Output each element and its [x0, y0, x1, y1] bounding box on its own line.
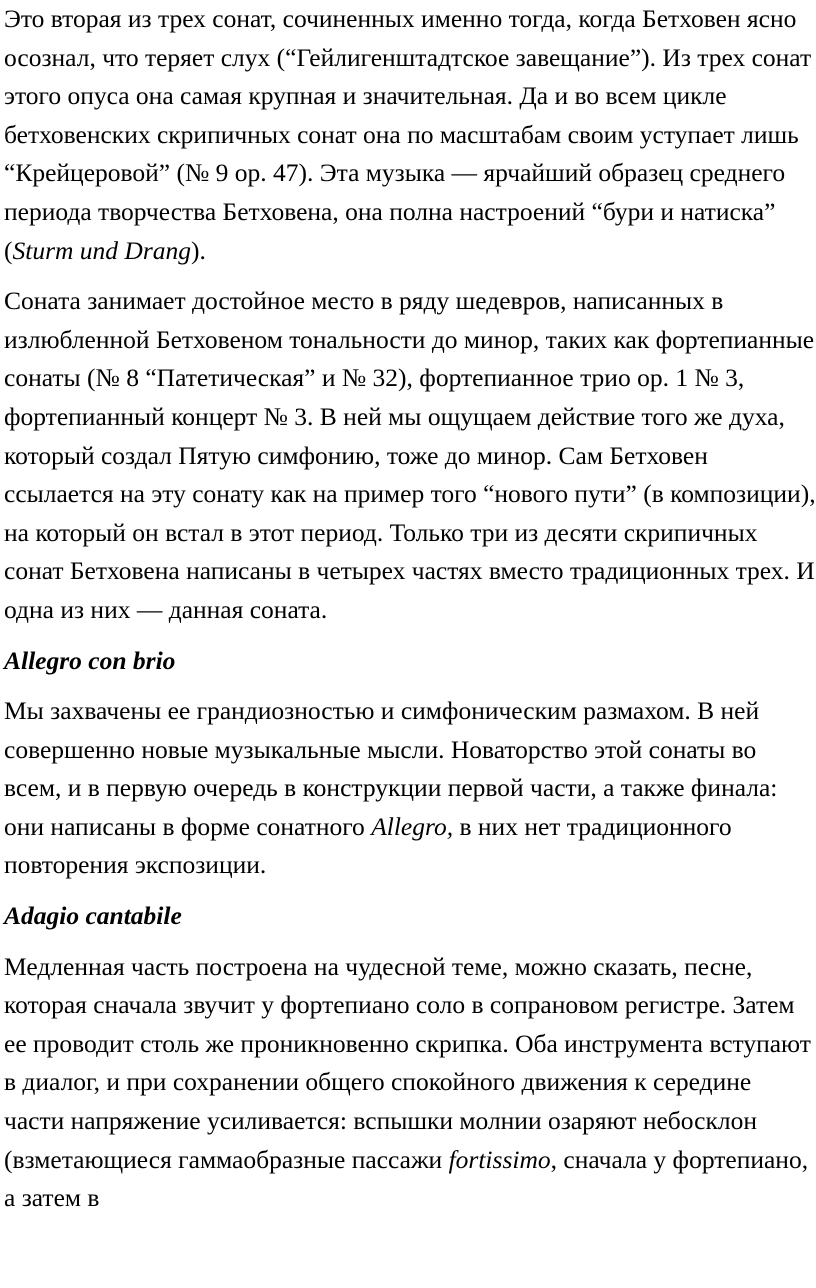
document-page: [4, 0, 816, 1218]
paragraph-gap: [4, 630, 816, 642]
paragraph-allegro-tail: в них нет традиционного повторения экспозиции.: [4, 811, 732, 880]
paragraph-gap: [4, 885, 816, 897]
paragraph-intro-italic: Sturm und Drang: [12, 235, 192, 265]
paragraph-allegro-italic: Allegro,: [371, 811, 454, 841]
paragraph-allegro-text: Мы захвачены ее грандиозностью и симфоническим размахом. В ней совершенно новые музыкальные мысли. Новаторство этой сонаты во всем, и в первую очередь в конструкции первой части, а также финала: они написаны в форме сонатного: [4, 696, 778, 841]
paragraph-intro-tail: ).: [191, 235, 206, 265]
paragraph-allegro: [4, 692, 816, 885]
paragraph-tonality-text: Соната занимает достойное место в ряду шедевров, написанных в излюбленной Бетховеном тональности до минор, таких как фортепианные сонаты (№ 8 “Патетическая” и № 32), фортепианное трио ор. 1 № 3, фортепианный концерт № 3. В ней мы ощущаем действие того же духа, который создал Пятую симфонию, тоже до минор. Сам Бетховен ссылается на эту сонату как на пример того “нового пути” (в композиции), на который он встал в этот период. Только три из десяти скрипичных сонат Бетховена написаны в четырех частях вместо традиционных трех. И одна из них — данная соната.: [4, 286, 816, 624]
paragraph-adagio-text: Медленная часть построена на чудесной теме, можно сказать, песне, которая сначала звучит у фортепиано соло в сопрановом регистре. Затем ее проводит столь же проникновенно скрипка. Оба инструмента вступают в диалог, и при сохранении общего спокойного движения к середине части напряжение усиливается: вспышки молнии озаряют небосклон (взметающиеся гаммаобразные пассажи: [4, 951, 811, 1174]
paragraph-adagio-tail: , сначала у фортепиано, а затем в: [4, 1144, 809, 1213]
heading-allegro: Allegro con brio: [4, 645, 176, 675]
paragraph-gap: [4, 270, 816, 282]
paragraph-tonality: [4, 282, 816, 629]
paragraph-intro: [4, 0, 816, 270]
paragraph-gap: [4, 680, 816, 692]
paragraph-intro-text: Это вторая из трех сонат, сочиненных именно тогда, когда Бетховен ясно осознал, что теряет слух (“Гейлигенштадтское завещание”). Из трех сонат этого опуса она самая крупная и значительная. Да и во всем цикле бетховенских скрипичных сонат она по масштабам своим уступает лишь “Крейцеровой” (№ 9 ор. 47). Эта музыка — ярчайший образец среднего периода творчества Бетховена, она полна настроений “бури и натиска” (: [4, 4, 812, 265]
heading-adagio: Adagio cantabile: [4, 901, 182, 931]
paragraph-gap: [4, 936, 816, 948]
paragraph-adagio-italic: fortissimo: [448, 1144, 551, 1174]
paragraph-adagio: [4, 948, 816, 1218]
